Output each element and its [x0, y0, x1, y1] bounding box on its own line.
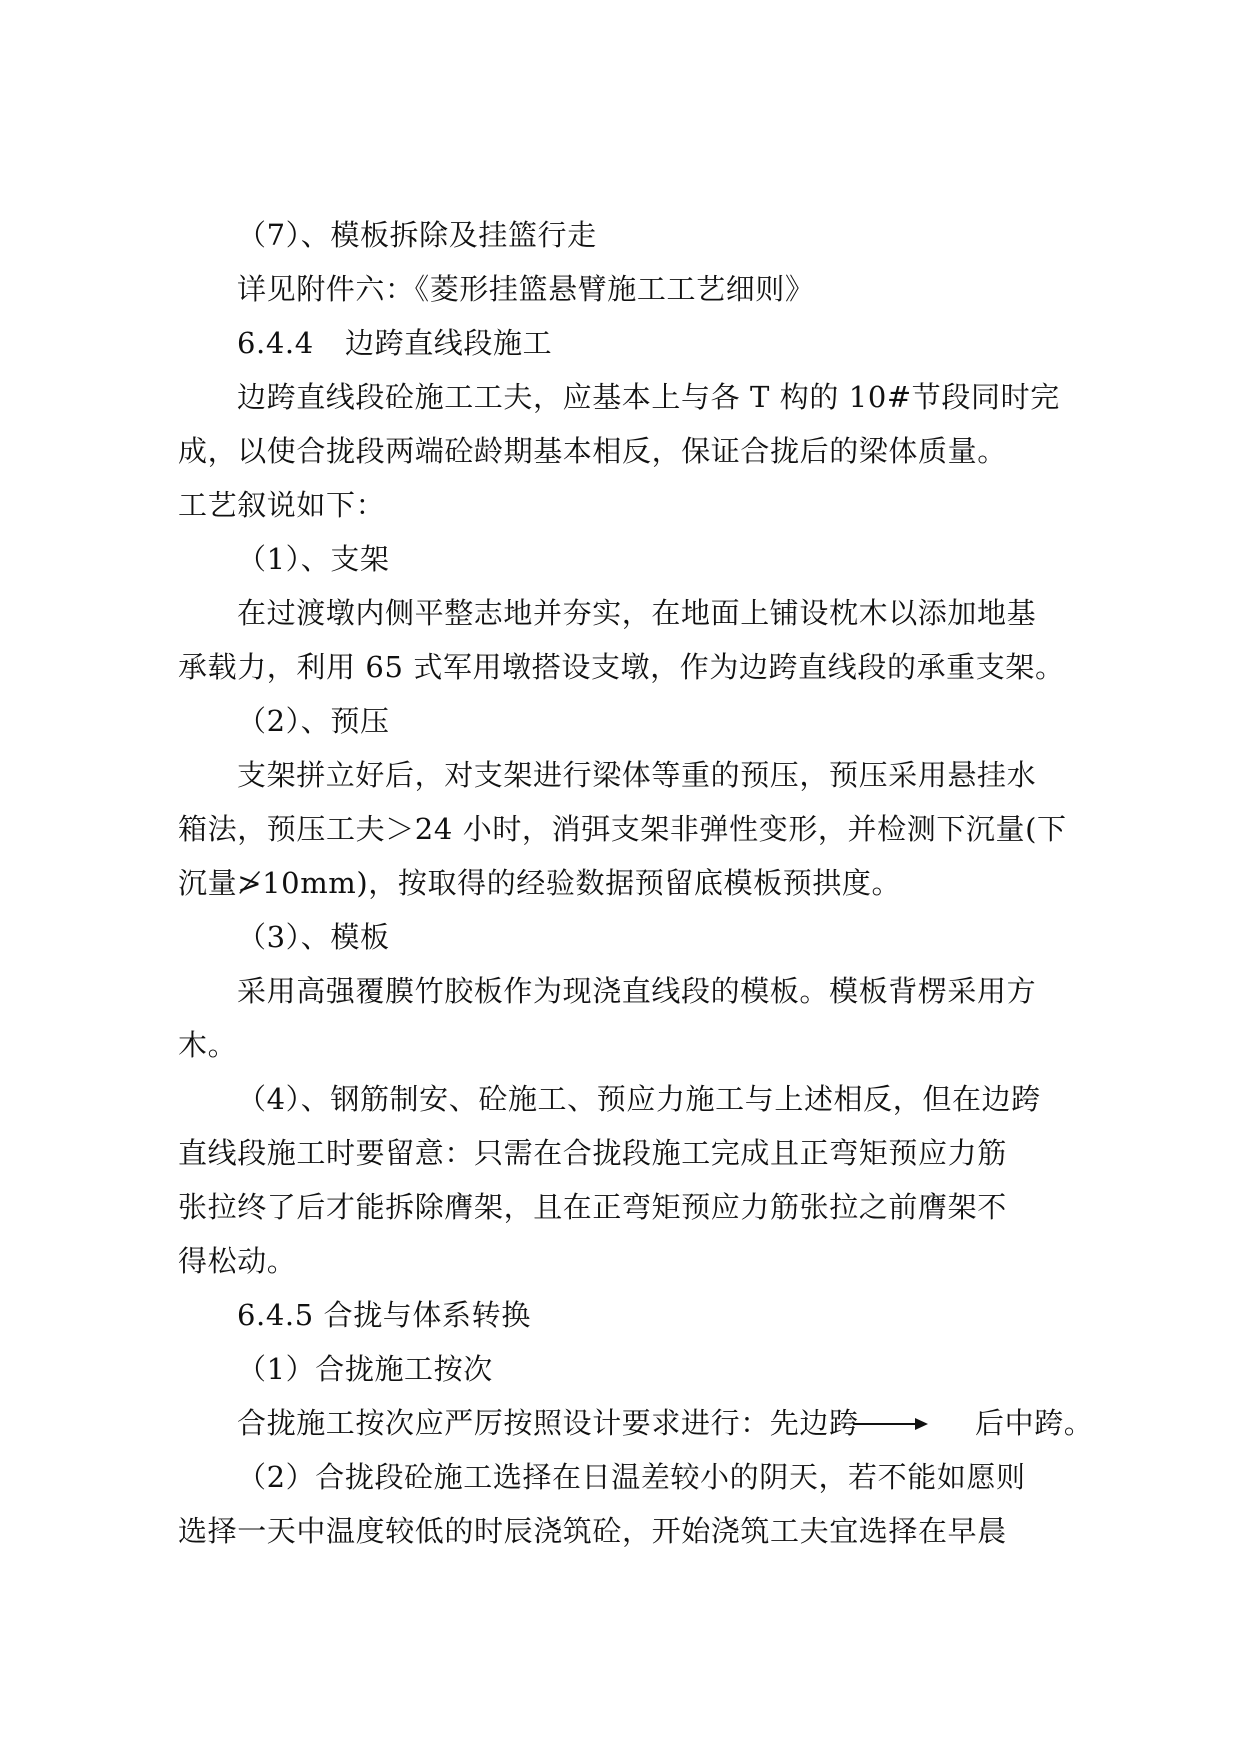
paragraph-line: 边跨直线段砼施工工夫，应基本上与各 T 构的 10#节段同时完: [237, 380, 1060, 414]
arrow-right-icon: [853, 1417, 928, 1431]
paragraph-line: 承载力，利用 65 式军用墩搭设支墩，作为边跨直线段的承重支架。: [178, 650, 1065, 684]
section-heading-6-4-4: [237, 316, 1137, 370]
paragraph-line: 采用高强覆膜竹胶板作为现浇直线段的模板。模板背楞采用方: [237, 974, 1037, 1008]
section-heading-6-4-5: 6.4.5 合拢与体系转换: [237, 1298, 531, 1332]
closure-sequence-line: [0, 1396, 1241, 1450]
sequence-text-before: 合拢施工按次应严厉按照设计要求进行：先边跨: [237, 1406, 859, 1440]
paragraph-line: 选择一天中温度较低的时辰浇筑砼，开始浇筑工夫宜选择在早晨: [178, 1514, 1007, 1548]
paragraph-line: 沉量≯10mm)，按取得的经验数据预留底模板预拱度。: [178, 866, 902, 900]
subsection-heading-preload: （2）、预压: [237, 704, 390, 738]
paragraph-line: 详见附件六：《菱形挂篮悬臂施工工艺细则》: [237, 272, 815, 306]
section-number: 6.4.4: [237, 326, 314, 360]
paragraph-line: 直线段施工时要留意：只需在合拢段施工完成且正弯矩预应力筋: [178, 1136, 1007, 1170]
paragraph-line: 木。: [178, 1028, 238, 1062]
sequence-text-after: 后中跨。: [975, 1406, 1094, 1440]
paragraph-line: 在过渡墩内侧平整志地并夯实，在地面上铺设枕木以添加地基: [237, 596, 1037, 630]
subsection-heading-closure-sequence: （1）合拢施工按次: [237, 1352, 493, 1386]
paragraph-line: 成，以使合拢段两端砼龄期基本相反，保证合拢后的梁体质量。: [178, 434, 1007, 468]
subsection-heading-rebar: （4）、钢筋制安、砼施工、预应力施工与上述相反，但在边跨: [237, 1082, 1041, 1116]
paragraph-line: 张拉终了后才能拆除膺架，且在正弯矩预应力筋张拉之前膺架不: [178, 1190, 1007, 1224]
paragraph-line: （2）合拢段砼施工选择在日温差较小的阴天，若不能如愿则: [237, 1460, 1026, 1494]
paragraph-line: 箱法，预压工夫＞24 小时，消弭支架非弹性变形，并检测下沉量(下: [178, 812, 1067, 846]
subsection-heading-formwork: （3）、模板: [237, 920, 390, 954]
subsection-heading-formwork-removal: （7）、模板拆除及挂篮行走: [237, 218, 597, 252]
paragraph-line: 工艺叙说如下：: [178, 488, 386, 522]
paragraph-line: 支架拼立好后，对支架进行梁体等重的预压，预压采用悬挂水: [237, 758, 1037, 792]
subsection-heading-support: （1）、支架: [237, 542, 390, 576]
paragraph-line: 得松动。: [178, 1244, 297, 1278]
section-title: 边跨直线段施工: [345, 326, 553, 360]
